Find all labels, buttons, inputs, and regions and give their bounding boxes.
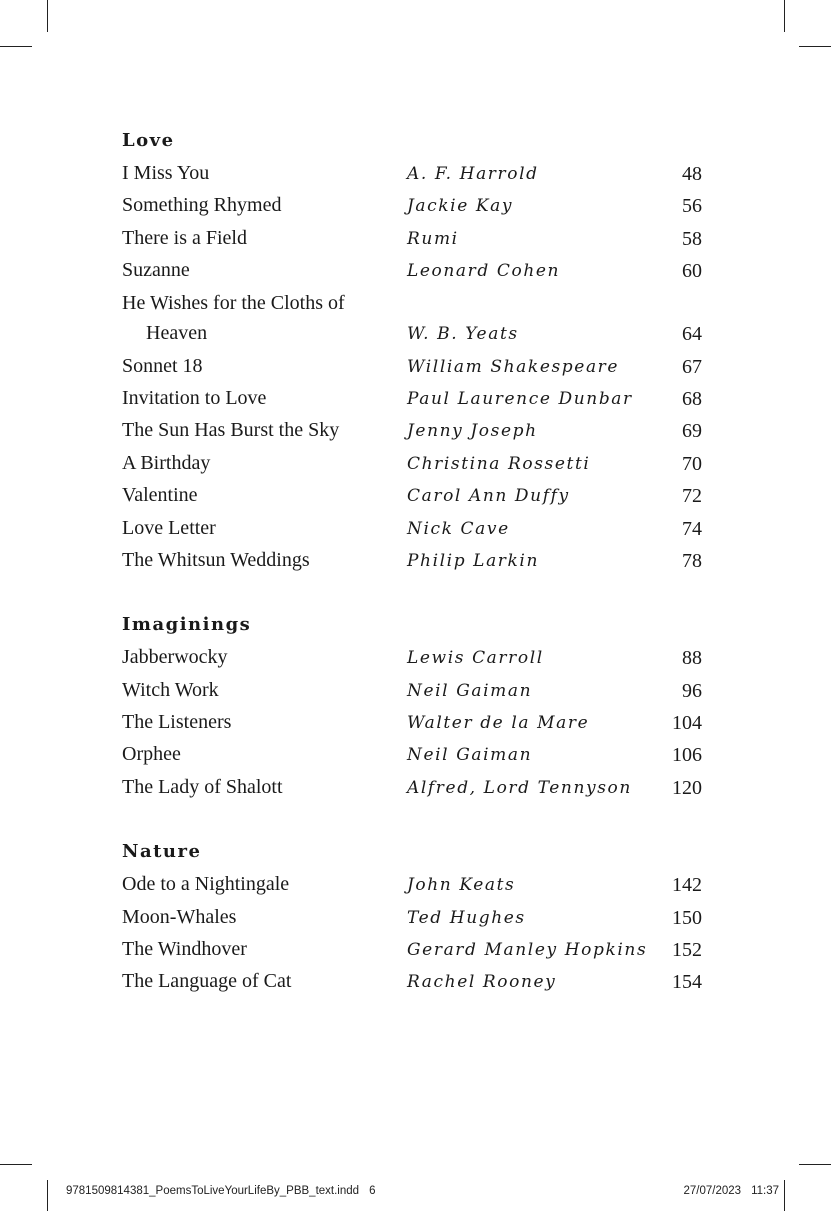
poem-title: The Language of Cat (122, 970, 292, 993)
crop-mark-top-right-vertical (784, 0, 785, 32)
page-number: 56 (682, 195, 702, 218)
slug-filename: 9781509814381_PoemsToLiveYourLifeBy_PBB_text.indd (66, 1185, 360, 1197)
poet-name: Rachel Rooney (407, 972, 557, 993)
toc-entry (122, 869, 702, 901)
section-heading: Love (122, 130, 175, 151)
section-nature (122, 835, 702, 999)
poem-title: Moon-Whales (122, 905, 237, 928)
toc-entry (122, 966, 702, 998)
toc-entry (122, 255, 702, 287)
poem-title: Orphee (122, 743, 181, 766)
poem-title: Love Letter (122, 516, 216, 539)
poet-name: Christina Rossetti (407, 453, 591, 474)
poet-name: Philip Larkin (407, 550, 540, 571)
poem-title-line-2: Heaven (146, 321, 208, 344)
poet-name: Lewis Carroll (407, 648, 544, 669)
page-number: 152 (672, 939, 702, 962)
poem-title: The Lady of Shalott (122, 775, 283, 798)
poet-name: W. B. Yeats (407, 323, 519, 344)
poem-title: Suzanne (122, 259, 190, 282)
page-number: 104 (672, 712, 702, 735)
toc-entry (122, 223, 702, 255)
poem-title: Something Rhymed (122, 194, 282, 217)
page-number: 96 (682, 679, 702, 702)
poem-title (122, 288, 397, 348)
toc-entry (122, 415, 702, 447)
toc-entry (122, 383, 702, 415)
poet-name: Jackie Kay (407, 196, 514, 217)
section-heading: Nature (122, 841, 202, 863)
poem-title: Invitation to Love (122, 386, 267, 409)
poem-title: The Sun Has Burst the Sky (122, 419, 340, 442)
toc-entry (122, 513, 702, 545)
toc-entry (122, 545, 702, 577)
page-number: 58 (682, 227, 702, 250)
section-imaginings (122, 608, 702, 804)
poet-name: John Keats (407, 875, 516, 896)
section-spacer (122, 577, 702, 608)
poem-title: A Birthday (122, 451, 211, 474)
page-number: 70 (682, 452, 702, 475)
poem-title: Sonnet 18 (122, 354, 203, 377)
poet-name: Ted Hughes (407, 907, 526, 928)
poet-name: Jenny Joseph (407, 421, 538, 442)
section-love (122, 124, 702, 577)
toc-entry (122, 448, 702, 480)
page-number: 106 (672, 744, 702, 767)
toc-entry (122, 739, 702, 771)
crop-mark-top-left-horizontal (0, 46, 32, 47)
table-of-contents (122, 124, 702, 999)
toc-entry (122, 288, 702, 351)
page-number: 68 (682, 387, 702, 410)
poet-name: Rumi (407, 228, 459, 249)
poet-name: Nick Cave (407, 518, 510, 539)
poem-title: Ode to a Nightingale (122, 873, 290, 896)
poet-name: Walter de la Mare (407, 713, 590, 734)
toc-entry (122, 158, 702, 190)
page-number: 69 (682, 420, 702, 443)
toc-entry (122, 707, 702, 739)
toc-entry (122, 351, 702, 383)
page-number: 88 (682, 647, 702, 670)
poet-name: Alfred, Lord Tennyson (407, 777, 632, 798)
poet-name: Neil Gaiman (407, 680, 533, 701)
page-number: 64 (682, 322, 702, 345)
crop-mark-top-left-vertical (47, 0, 48, 32)
page-number: 72 (682, 485, 702, 508)
poem-title: Jabberwocky (122, 646, 228, 669)
toc-entry (122, 675, 702, 707)
poem-title: Witch Work (122, 678, 219, 701)
crop-mark-bottom-left-horizontal (0, 1164, 32, 1165)
poet-name: Neil Gaiman (407, 745, 533, 766)
crop-mark-bottom-left-vertical (47, 1180, 48, 1211)
slug-page-number: 6 (369, 1185, 376, 1197)
toc-entry (122, 642, 702, 674)
poet-name: A. F. Harrold (407, 164, 539, 184)
slug-time: 11:37 (751, 1185, 779, 1197)
crop-mark-top-right-horizontal (799, 46, 831, 47)
page-number: 74 (682, 517, 702, 540)
print-slug-file (66, 1185, 375, 1197)
poem-title: Valentine (122, 484, 198, 507)
slug-date: 27/07/2023 (683, 1185, 742, 1197)
page-number: 60 (682, 260, 702, 283)
poet-name: Carol Ann Duffy (407, 486, 570, 507)
crop-mark-bottom-right-vertical (784, 1180, 785, 1211)
toc-entry (122, 190, 702, 222)
toc-entry (122, 772, 702, 804)
page-number: 150 (672, 906, 702, 929)
crop-mark-bottom-right-horizontal (799, 1164, 831, 1165)
page-number: 78 (682, 549, 702, 572)
poem-title: The Listeners (122, 711, 232, 734)
poem-title: There is a Field (122, 226, 247, 249)
poem-title: I Miss You (122, 162, 210, 184)
page-number: 142 (672, 874, 702, 897)
page-number: 120 (672, 776, 702, 799)
poet-name: Paul Laurence Dunbar (407, 388, 633, 409)
toc-entry (122, 934, 702, 966)
poem-title: The Windhover (122, 938, 247, 961)
poem-title-line-1: He Wishes for the Cloths of (122, 291, 345, 314)
section-heading: Imaginings (122, 614, 252, 636)
page-number: 154 (672, 971, 702, 994)
toc-entry (122, 902, 702, 934)
poem-title: The Whitsun Weddings (122, 548, 310, 571)
poet-name: William Shakespeare (407, 356, 620, 377)
print-slug-timestamp (684, 1185, 780, 1197)
page-number: 48 (682, 163, 702, 185)
section-spacer (122, 804, 702, 835)
page-number: 67 (682, 355, 702, 378)
poet-name: Gerard Manley Hopkins (407, 940, 648, 961)
toc-entry (122, 480, 702, 512)
poet-name: Leonard Cohen (407, 261, 561, 282)
